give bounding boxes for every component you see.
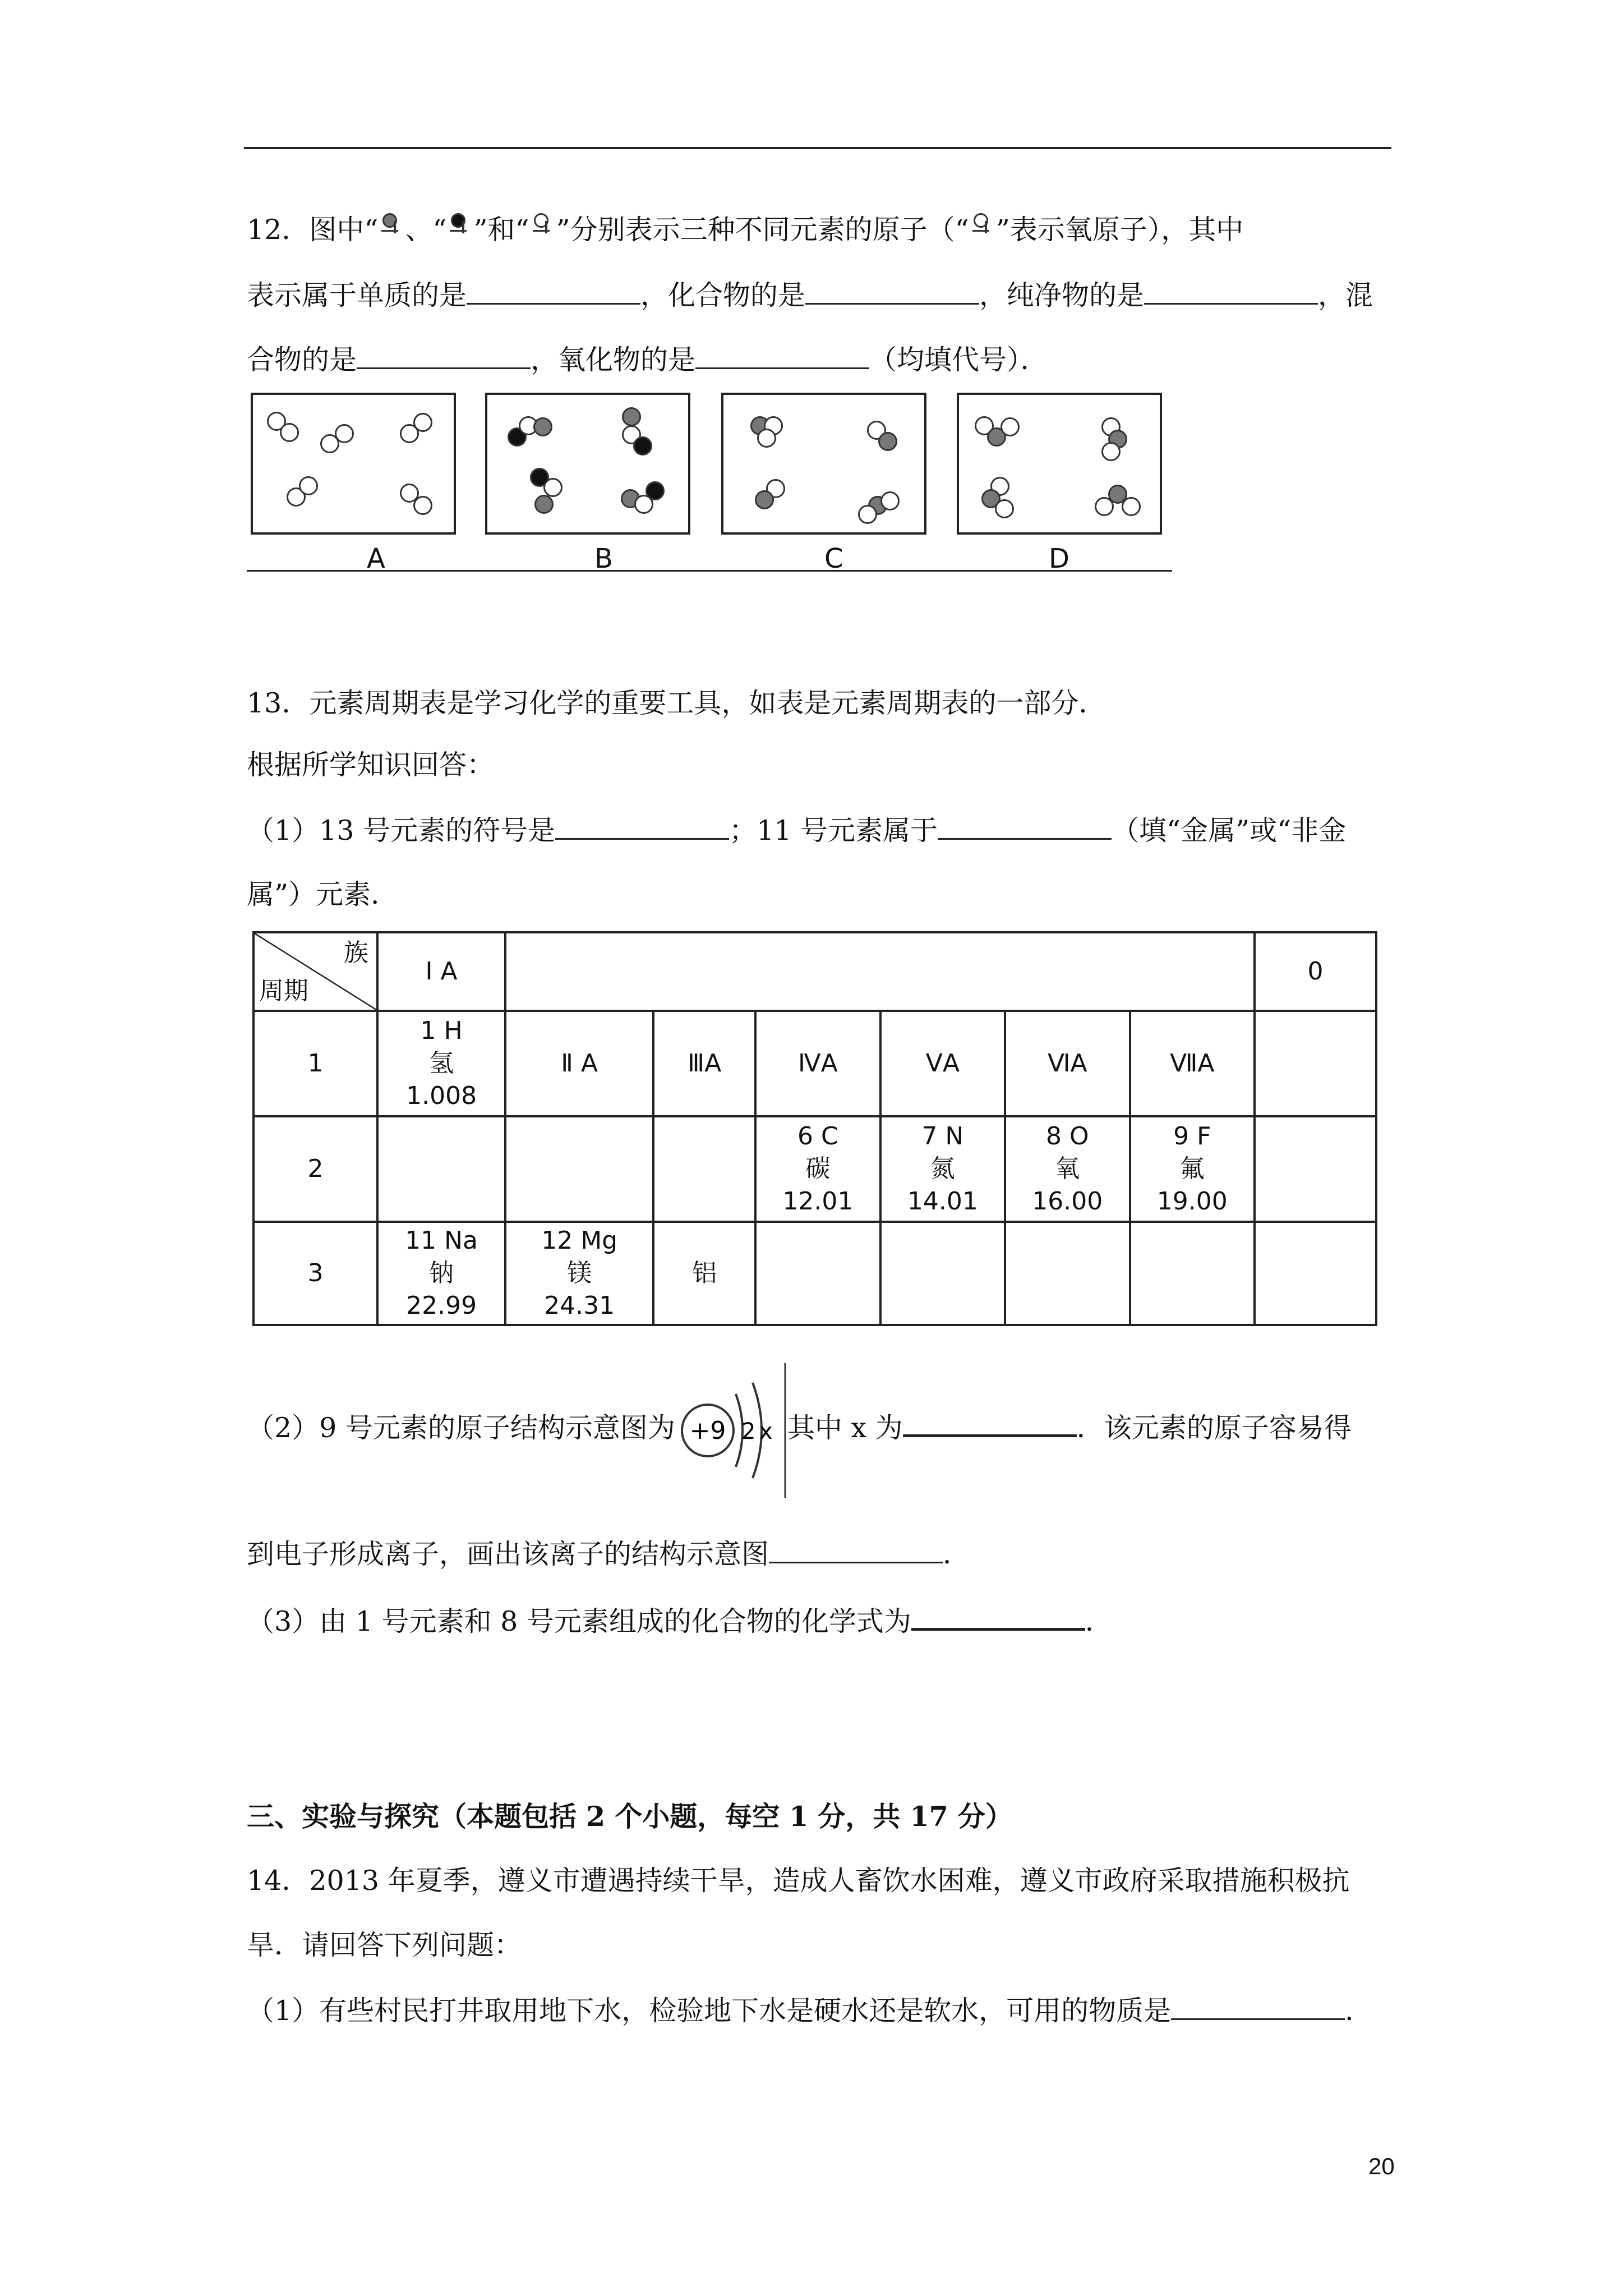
empty-cell bbox=[880, 1222, 1005, 1325]
empty-cell bbox=[653, 1116, 755, 1222]
empty-cell bbox=[1255, 1011, 1376, 1116]
element-na: 11 Na 钠 22.99 bbox=[377, 1222, 505, 1325]
group-5a: ⅤA bbox=[880, 1011, 1005, 1116]
answer-blank[interactable] bbox=[903, 1410, 1077, 1437]
section3-heading: 三、实验与探究（本题包括 2 个小题，每空 1 分，共 17 分） bbox=[247, 1800, 1013, 1833]
q13-part2-line2: 到电子形成离子，画出该离子的结构示意图 ． bbox=[247, 1538, 971, 1570]
svg-text:2: 2 bbox=[741, 1418, 756, 1444]
label-c: C bbox=[824, 543, 843, 574]
molecule-box-a bbox=[251, 393, 456, 535]
element-al: 铝 bbox=[653, 1222, 755, 1325]
periodic-table bbox=[252, 931, 1377, 1324]
q12-line3: 合物的是 ，氧化物的是 （均填代号）． bbox=[247, 344, 1048, 376]
q13-line4: 属”）元素． bbox=[247, 878, 399, 910]
answer-blank[interactable] bbox=[467, 278, 640, 305]
period-1: 1 bbox=[253, 1011, 377, 1116]
q13-line2: 根据所学知识回答： bbox=[247, 749, 495, 781]
element-mg: 12 Mg 镁 24.31 bbox=[505, 1222, 653, 1325]
element-c: 6 C 碳 12.01 bbox=[755, 1116, 880, 1222]
q14-part1: （1）有些村民打井取用地下水，检验地下水是硬水还是软水，可用的物质是 ． bbox=[247, 1995, 1373, 2027]
answer-blank[interactable] bbox=[911, 1603, 1085, 1631]
answer-blank[interactable] bbox=[555, 813, 729, 840]
element-n: 7 N 氮 14.01 bbox=[880, 1116, 1005, 1222]
answer-blank[interactable] bbox=[357, 343, 531, 369]
molecule-box-d bbox=[957, 393, 1162, 535]
molecule-baseline bbox=[247, 570, 1172, 572]
group-3a: ⅢA bbox=[653, 1011, 755, 1116]
answer-blank[interactable] bbox=[769, 1537, 943, 1563]
group-4a: ⅣA bbox=[755, 1011, 880, 1116]
empty-cell bbox=[1130, 1222, 1255, 1325]
header-rule bbox=[244, 147, 1391, 149]
empty-cell bbox=[755, 1222, 880, 1325]
oxygen-atom-icon bbox=[970, 213, 995, 234]
table-corner: 族 周期 bbox=[253, 932, 377, 1011]
black-atom-icon bbox=[448, 213, 472, 234]
label-d: D bbox=[1049, 543, 1069, 574]
element-f: 9 F 氟 19.00 bbox=[1130, 1116, 1255, 1222]
element-h: 1 H 氢 1.008 bbox=[377, 1011, 505, 1116]
group-7a: ⅦA bbox=[1130, 1011, 1255, 1116]
empty-cell bbox=[1005, 1222, 1129, 1325]
period-3: 3 bbox=[253, 1222, 377, 1325]
empty-cell bbox=[1255, 1222, 1376, 1325]
q14-line1: 14．2013 年夏季，遵义市遭遇持续干旱，造成人畜饮水困难，遵义市政府采取措施积极抗 bbox=[247, 1865, 1350, 1897]
group-2a: Ⅱ A bbox=[505, 1011, 653, 1116]
q12-line2: 表示属于单质的是 ，化合物的是 ，纯净物的是 ，混 bbox=[247, 279, 1373, 311]
element-o: 8 O 氧 16.00 bbox=[1005, 1116, 1129, 1222]
group-6a: ⅥA bbox=[1005, 1011, 1129, 1116]
q13-line1: 13．元素周期表是学习化学的重要工具，如表是元素周期表的一部分． bbox=[247, 687, 1106, 719]
group-header-span bbox=[505, 932, 1255, 1011]
empty-cell bbox=[505, 1116, 653, 1222]
molecule-box-b bbox=[485, 393, 690, 535]
answer-blank[interactable] bbox=[805, 278, 979, 305]
svg-text:x: x bbox=[759, 1418, 773, 1444]
q13-part2-line1: （2）9 号元素的原子结构示意图为 +9 2 x 其中 x 为 ．该元素的原子容易得 bbox=[247, 1355, 1352, 1501]
svg-text:+9: +9 bbox=[689, 1416, 726, 1445]
gray-atom-icon bbox=[379, 213, 404, 234]
q13-line3: （1）13 号元素的符号是 ；11 号元素属于 （填“金属”或“非金 bbox=[247, 815, 1347, 846]
answer-blank[interactable] bbox=[1144, 278, 1318, 305]
answer-blank[interactable] bbox=[938, 813, 1112, 840]
q14-line2: 旱．请回答下列问题： bbox=[247, 1929, 522, 1961]
atom-structure-diagram bbox=[675, 1360, 787, 1501]
white-atom-icon bbox=[531, 213, 555, 234]
molecule-box-c bbox=[721, 393, 926, 535]
label-b: B bbox=[594, 543, 613, 574]
q12-line1: 12．图中“ 、“ ”和“ ”分别表示三种不同元素的原子（“ ”表示氧原子），其中 bbox=[247, 214, 1244, 246]
empty-cell bbox=[1255, 1116, 1376, 1222]
group-0: 0 bbox=[1255, 932, 1376, 1011]
period-2: 2 bbox=[253, 1116, 377, 1222]
q13-part3: （3）由 1 号元素和 8 号元素组成的化合物的化学式为 ． bbox=[247, 1603, 1113, 1639]
group-1a: Ⅰ A bbox=[377, 932, 505, 1011]
answer-blank[interactable] bbox=[695, 343, 869, 369]
empty-cell bbox=[377, 1116, 505, 1222]
label-a: A bbox=[367, 543, 385, 574]
answer-blank[interactable] bbox=[1171, 1994, 1345, 2020]
page-number: 20 bbox=[1368, 2153, 1395, 2179]
